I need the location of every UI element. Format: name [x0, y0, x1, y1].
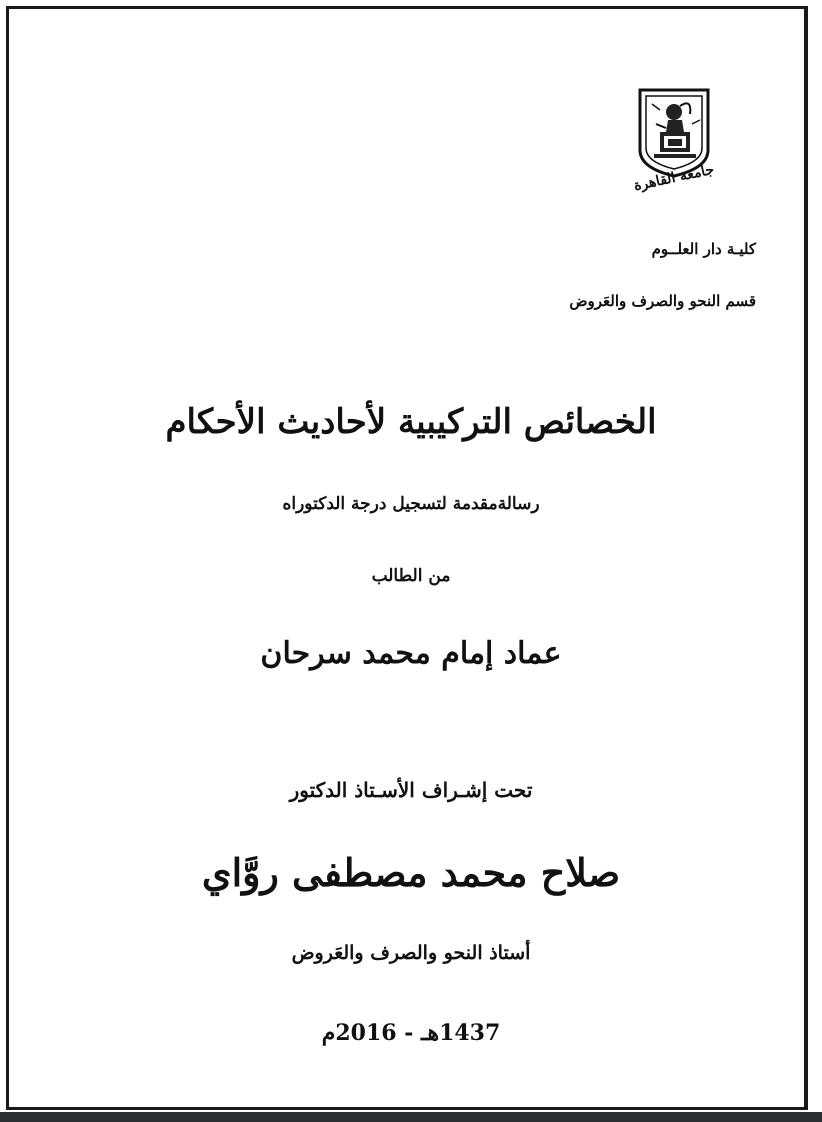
department-name: قسم النحو والصرف والعَروض [569, 292, 756, 310]
supervisor-name: صلاح محمد مصطفى روَّاي [201, 850, 621, 895]
seal-caption: جامعة القاهرة [632, 161, 716, 195]
student-name: عماد إمام محمد سرحان [260, 636, 562, 671]
thesis-subtitle: رسالةمقدمة لتسجيل درجة الدكتوراه [282, 494, 540, 514]
thesis-title: الخصائص التركيبية لأحاديث الأحكام [165, 402, 657, 442]
date-line: 1437هـ - 2016م [321, 1020, 501, 1046]
university-seal [622, 84, 726, 202]
supervision-label: تحت إشـراف الأسـتاذ الدكتور [289, 778, 533, 802]
from-student-label: من الطالب [371, 566, 451, 586]
viewer-bottom-bar [0, 1112, 822, 1122]
faculty-name: كليـة دار العلــوم [651, 240, 756, 258]
supervisor-title: أستاذ النحو والصرف والعَروض [291, 942, 531, 964]
